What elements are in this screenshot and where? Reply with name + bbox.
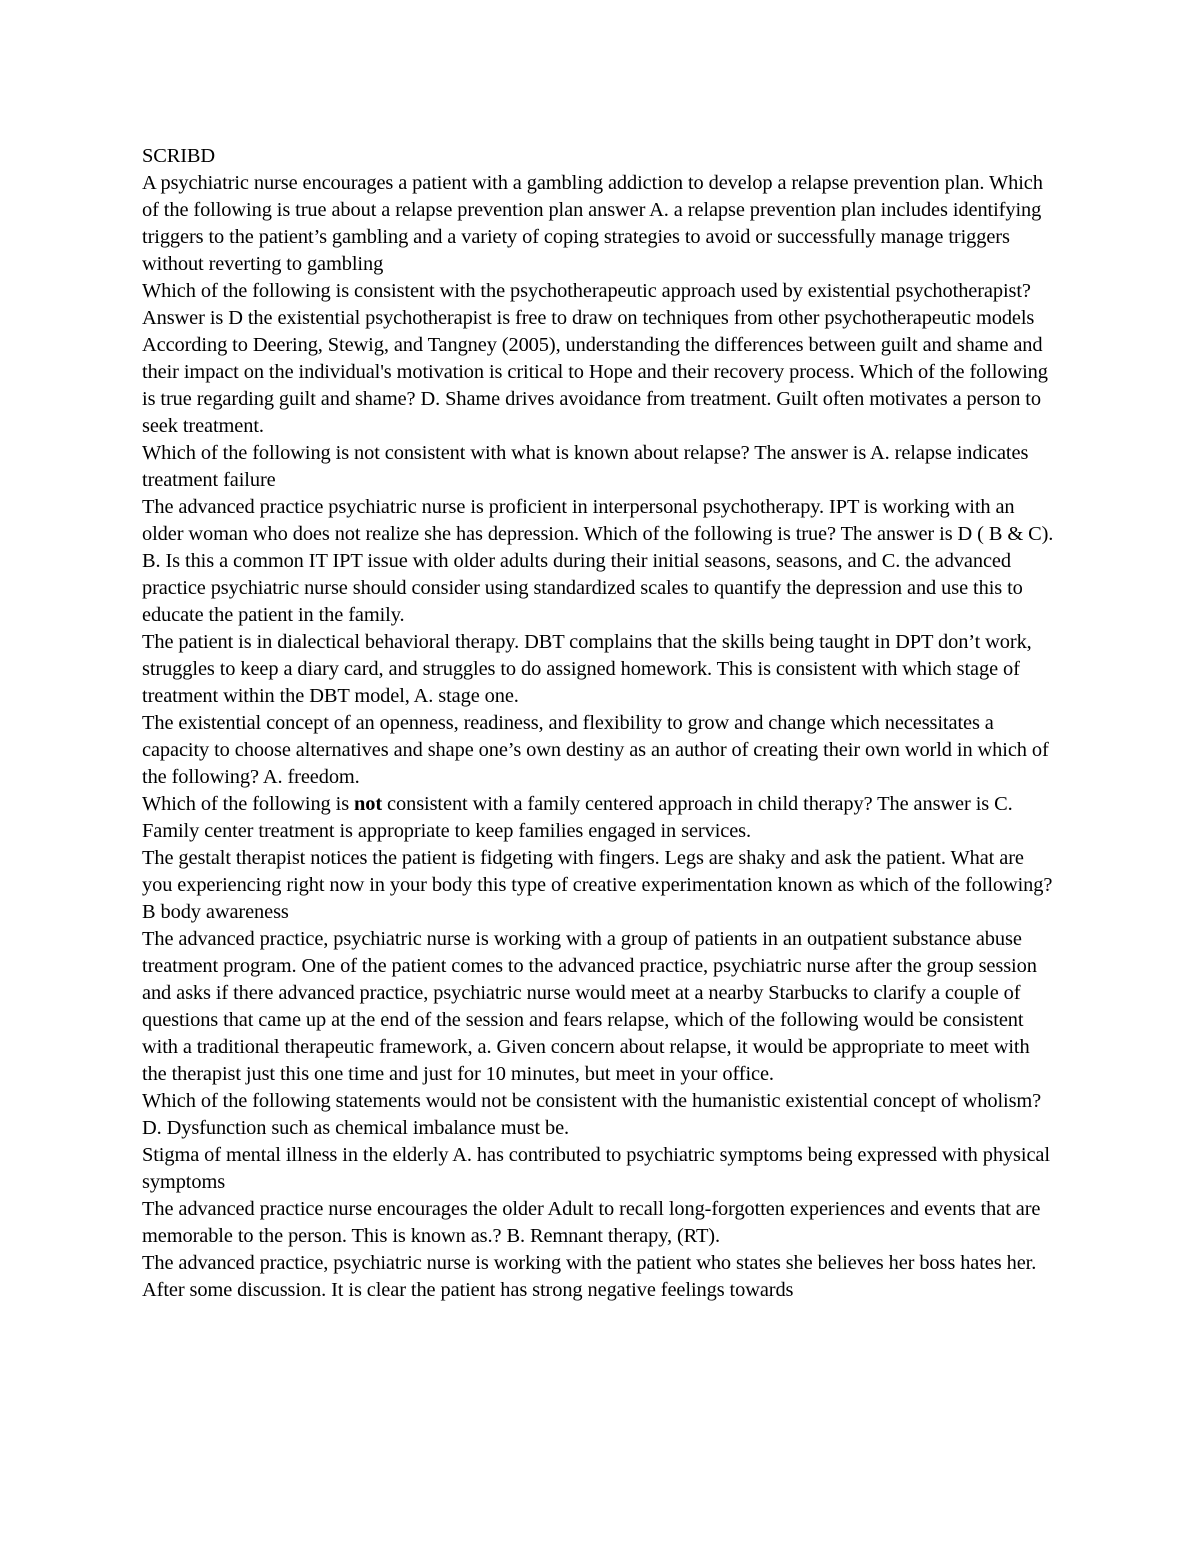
paragraph-stigma: Stigma of mental illness in the elderly A. has contributed to psychiatric symptoms being expressed with physical symptoms	[142, 1144, 1050, 1193]
paragraph-relapse-plan: A psychiatric nurse encourages a patient with a gambling addiction to develop a relapse prevention plan. Which of the following is true about a relapse prevention plan answer A. a relapse prevention plan includes identifying triggers to the patient’s gambling and a variety of coping strategies to avoid or successfully manage triggers without reverting to gambling	[142, 172, 1043, 275]
paragraph-guilt-shame: According to Deering, Stewig, and Tangney (2005), understanding the differences between guilt and shame and their impact on the individual's motivation is critical to Hope and their recovery process. Which of the following is true regarding guilt and shame? D. Shame drives avoidance from treatment. Guilt often motivates a person to seek treatment.	[142, 334, 1048, 437]
paragraph-gestalt: The gestalt therapist notices the patient is fidgeting with fingers. Legs are shaky and ask the patient. What are you experiencing right now in your body this type of creative experimentation known as which of the following? B body awareness	[142, 847, 1053, 923]
paragraph-relapse-known: Which of the following is not consistent with what is known about relapse? The answer is A. relapse indicates treatment failure	[142, 442, 1029, 491]
paragraph-existential-approach: Which of the following is consistent with the psychotherapeutic approach used by existential psychotherapist? Answer is D the existential psychotherapist is free to draw on techniques from other psychotherapeutic models	[142, 280, 1035, 329]
paragraph-ipt: The advanced practice psychiatric nurse is proficient in interpersonal psychotherapy. IPT is working with an older woman who does not realize she has depression. Which of the following is true? The answer is D ( B & C). B. Is this a common IT IPT issue with older adults during their initial seasons, seasons, and C. the advanced practice psychiatric nurse should consider using standardized scales to quantify the depression and use this to educate the patient in the family.	[142, 496, 1054, 626]
paragraph-outpatient-group: The advanced practice, psychiatric nurse is working with a group of patients in an outpatient substance abuse treatment program. One of the patient comes to the advanced practice, psychiatric nurse after the group session and asks if there advanced practice, psychiatric nurse would meet at a nearby Starbucks to clarify a couple of questions that came up at the end of the session and fears relapse, which of the following would be consistent with a traditional therapeutic framework, a. Given concern about relapse, it would be appropriate to meet with the therapist just this one time and just for 10 minutes, but meet in your office.	[142, 928, 1037, 1085]
paragraph-wholism: Which of the following statements would not be consistent with the humanistic existential concept of wholism? D. Dysfunction such as chemical imbalance must be.	[142, 1090, 1042, 1139]
family-text-after: consistent with a family centered approach in child therapy? The answer is C. Family center treatment is appropriate to keep families engaged in services.	[142, 793, 1013, 842]
paragraph-existential-freedom: The existential concept of an openness, readiness, and flexibility to grow and change which necessitates a capacity to choose alternatives and shape one’s own destiny as an author of creating their own world in which of the following? A. freedom.	[142, 712, 1049, 788]
paragraph-family-centered	[142, 791, 1057, 845]
document-heading: SCRIBD	[142, 145, 216, 167]
paragraph-dbt: The patient is in dialectical behavioral therapy. DBT complains that the skills being taught in DPT don’t work, struggles to keep a diary card, and struggles to do assigned homework. This is consistent with which stage of treatment within the DBT model, A. stage one.	[142, 631, 1032, 707]
document-page	[142, 143, 1057, 1304]
paragraph-boss: The advanced practice, psychiatric nurse is working with the patient who states she believes her boss hates her. After some discussion. It is clear the patient has strong negative feelings towards	[142, 1252, 1037, 1301]
family-text-before: Which of the following is	[142, 793, 355, 815]
family-text-bold: not	[354, 793, 383, 815]
paragraph-reminiscence: The advanced practice nurse encourages the older Adult to recall long-forgotten experiences and events that are memorable to the person. This is known as.? B. Remnant therapy, (RT).	[142, 1198, 1041, 1247]
